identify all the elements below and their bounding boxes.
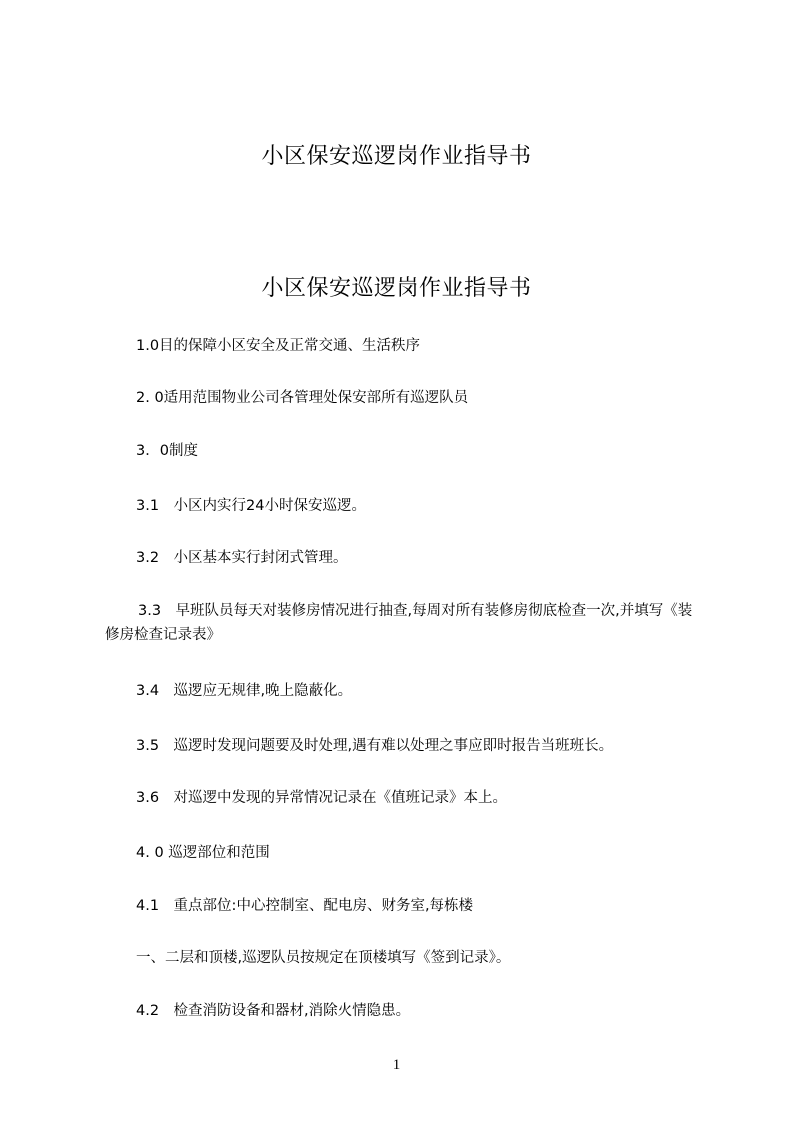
cover-title: 小区保安巡逻岗作业指导书 — [261, 144, 532, 169]
paragraph-purpose: 1.0目的保障小区安全及正常交通、生活秩序 — [136, 338, 421, 354]
document-title: 小区保安巡逻岗作业指导书 — [261, 276, 532, 301]
paragraph-3-2: 3.2 小区基本实行封闭式管理。 — [136, 550, 348, 566]
paragraph-4-1-continued: 一、二层和顶楼,巡逻队员按规定在顶楼填写《签到记录》。 — [136, 950, 511, 966]
paragraph-patrol-heading: 4. 0 巡逻部位和范围 — [136, 845, 270, 861]
page-number: 1 — [392, 1057, 401, 1073]
paragraph-4-1: 4.1 重点部位:中心控制室、配电房、财务室,每栋楼 — [136, 898, 474, 914]
paragraph-3-3: 3.3 早班队员每天对装修房情况进行抽查,每周对所有装修房彻底检查一次,并填写《装修房检查记录表》 — [105, 603, 693, 643]
paragraph-3-1: 3.1 小区内实行24小时保安巡逻。 — [136, 498, 367, 514]
paragraph-3-5: 3.5 巡逻时发现问题要及时处理,遇有难以处理之事应即时报告当班班长。 — [136, 738, 614, 754]
paragraph-4-2: 4.2 检查消防设备和器材,消除火情隐患。 — [136, 1003, 411, 1019]
paragraph-3-6: 3.6 对巡逻中发现的异常情况记录在《值班记录》本上。 — [136, 790, 508, 806]
paragraph-system-heading: 3．0制度 — [136, 443, 198, 459]
paragraph-3-4: 3.4 巡逻应无规律,晚上隐蔽化。 — [136, 683, 353, 699]
paragraph-scope: 2. 0适用范围物业公司各管理处保安部所有巡逻队员 — [136, 390, 469, 406]
